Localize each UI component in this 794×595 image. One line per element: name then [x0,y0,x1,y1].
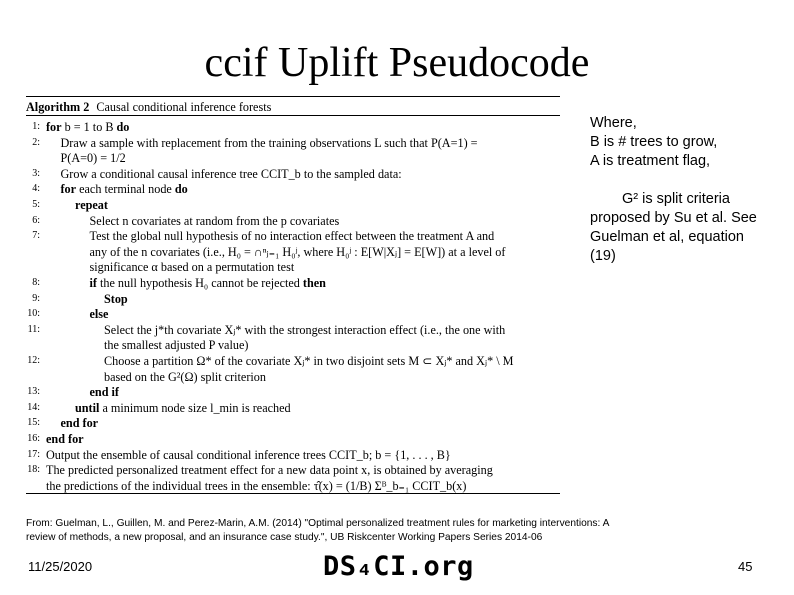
slide-date: 11/25/2020 [28,559,93,574]
line-number: 8: [32,277,40,288]
line-number: 5: [32,199,40,210]
note-line: G² is split criteria [622,191,730,207]
ds4ci-logo: DS₄CI.org [323,551,474,582]
line-text: end if [89,385,119,400]
line-text: if the null hypothesis H₀ cannot be rejected then [89,276,326,290]
note-line: A is treatment flag, [590,153,711,169]
line-text: Select n covariates at random from the p covariates [89,213,340,228]
line-text: end for [60,416,99,431]
algorithm-caption: Causal conditional inference forests [96,100,272,114]
line-text: the smallest adjusted P value) [104,338,249,353]
line-text: based on the G²(Ω) split criterion [104,369,266,384]
algorithm-box [26,96,560,496]
note-line: Where, [590,115,637,131]
line-text: for each terminal node do [60,182,188,197]
line-text: Test the global null hypothesis of no interaction effect between the treatment A and [89,229,495,244]
line-text: end for [46,432,84,446]
line-number: 6: [32,214,40,226]
line-text: Stop [104,291,128,306]
note-line: B is # trees to grow, [590,134,718,150]
citation-line: From: Guelman, L., Guillen, M. and Perez-Marin, A.M. (2014) "Optimal personalized treatment rules for marketing interventions: A [26,518,610,529]
page-number: 45 [738,559,753,574]
line-text: Choose a partition Ω* of the covariate Xⱼ* in two disjoint sets M ⊂ Xⱼ* and Xⱼ* \ M [104,354,514,368]
line-number: 15: [27,417,40,429]
line-text: Select the j*th covariate Xⱼ* with the strongest interaction effect (i.e., the one with [104,322,506,337]
line-number: 9: [32,292,40,304]
line-text: else [89,307,109,322]
note-line: Guelman et al, equation [590,229,744,245]
line-text: Grow a conditional causal inference tree CCIT_b to the sampled data: [60,166,402,181]
algorithm-header-rule [26,115,560,116]
citation [26,517,676,545]
line-text: for b = 1 to B do [46,120,130,134]
line-text: The predicted personalized treatment effect for a new data point x, is obtained by averaging [46,463,493,478]
line-number: 1: [32,121,40,132]
line-number: 12: [27,355,40,366]
line-text: until a minimum node size l_min is reached [75,400,291,415]
line-number: 13: [27,386,40,398]
citation-line: review of methods, a new proposal, and an insurance case study.", UB Riskcenter Working Papers Series 2014-06 [26,532,543,543]
line-number: 4: [32,183,40,195]
line-number: 18: [27,464,40,476]
line-number: 14: [27,401,40,413]
line-text: repeat [75,198,108,212]
side-note [590,114,790,266]
line-number: 7: [32,230,40,242]
line-number: 10: [27,308,40,320]
line-number: 17: [27,448,40,460]
algorithm-header [26,100,271,115]
slide-title: ccif Uplift Pseudocode [204,40,590,86]
line-number: 16: [27,433,40,444]
line-text: significance α based on a permutation test [89,260,295,275]
line-text: the predictions of the individual trees in the ensemble: τ̂(x) = (1/B) Σᴮ_b₌₁ CCIT_b(x) [46,478,467,493]
line-text: Output the ensemble of causal conditional inference trees CCIT_b; b = {1, . . . , B} [46,447,451,462]
line-number: 2: [32,136,40,148]
line-number: 3: [32,167,40,179]
algorithm-bottom-rule [26,493,560,494]
algorithm-top-rule [26,96,560,97]
note-line: proposed by Su et al. See [590,210,757,226]
line-text: P(A=0) = 1/2 [60,151,126,166]
note-line: (19) [590,248,616,264]
line-number: 11: [27,323,40,335]
line-text: any of the n covariates (i.e., H₀ = ∩ⁿⱼ₌₁ H₀ʲ, where H₀ʲ : E[W|Xⱼ] = E[W]) at a level of [89,244,506,259]
line-text: Draw a sample with replacement from the training observations L such that P(A=1) = [60,135,478,150]
algorithm-label: Algorithm 2 [26,100,90,114]
